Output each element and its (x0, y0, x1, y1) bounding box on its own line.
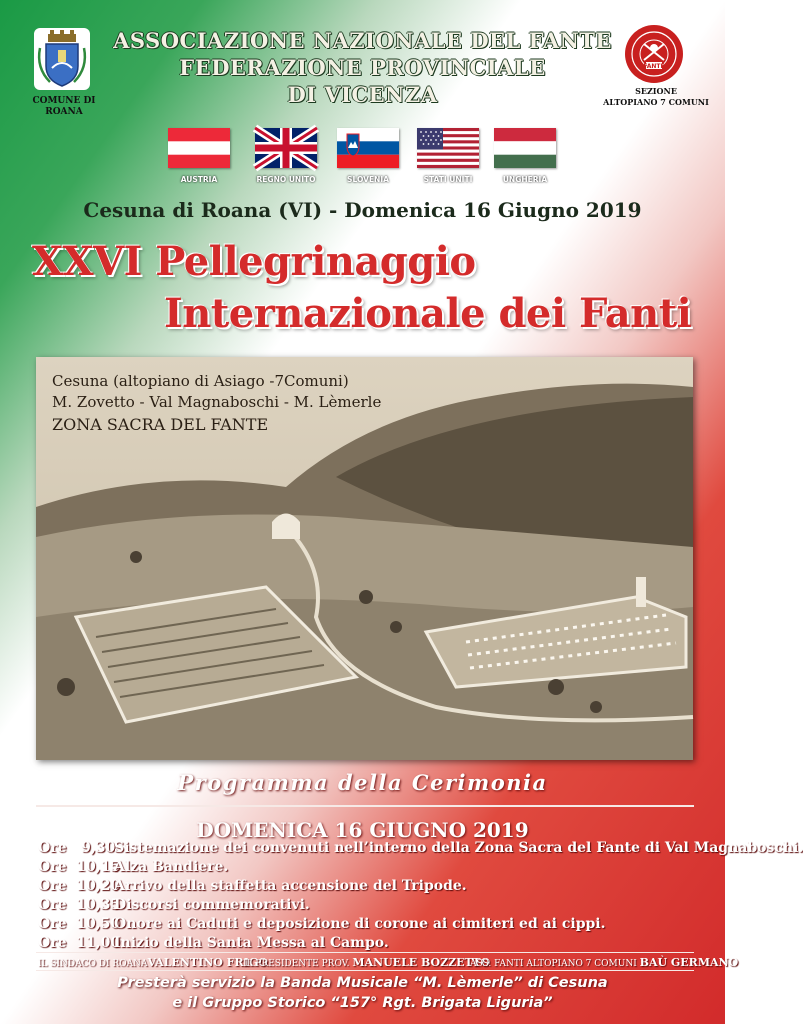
header-line2: FEDERAZIONE PROVINCIALE (179, 55, 546, 80)
photo-caption-line3: ZONA SACRA DEL FANTE (52, 415, 269, 434)
programme-item-time: Ore 9,30 (38, 840, 116, 856)
comune-caption-line2: ROANA (45, 107, 83, 117)
programme-item (38, 896, 718, 915)
header-line3: DI VICENZA (287, 82, 438, 107)
programme-item-time: Ore 10,15 (38, 859, 121, 875)
flag-label-hungary: UNGHERIA (502, 175, 548, 184)
programme-item-text: Arrivo della staffetta accensione del Tripode. (114, 878, 467, 894)
programme-item-time: Ore 10,50 (38, 916, 121, 932)
signature-association (470, 956, 738, 969)
programme-day: DOMENICA 16 GIUGNO 2019 (196, 818, 529, 842)
programme-item (38, 839, 803, 858)
programme-item (38, 915, 718, 934)
sezione-caption-line1: SEZIONE (635, 86, 677, 96)
signature-name: VALENTINO FRIGO (147, 956, 268, 969)
comune-caption (24, 96, 104, 118)
flag-hungary-icon (494, 128, 556, 168)
programme-item-text: Inizio della Santa Messa al Campo. (114, 935, 389, 951)
signature-role: IL SINDACO DI ROANA (38, 959, 148, 969)
flag-uk-icon (255, 128, 317, 168)
title-line1: XXVI Pellegrinaggio (32, 238, 476, 285)
flag-label-usa: STATI UNITI (423, 175, 473, 184)
comune-caption-line1: COMUNE DI (32, 96, 96, 106)
programme-item (38, 934, 718, 953)
flag-slovenia-icon (337, 128, 399, 168)
programme-item-text: Alza Bandiere. (114, 859, 229, 875)
flag-usa-icon (417, 128, 479, 168)
programme-item-text: Sistemazione dei convenuti nell’interno della Zona Sacra del Fante di Val Magnaboschi. (114, 840, 803, 856)
fante-emblem-icon (624, 24, 684, 84)
signature-president (243, 956, 490, 969)
signature-role: IL PRESIDENTE PROV. (243, 959, 350, 969)
divider (36, 952, 694, 953)
footer-line1: Presterà servizio la Banda Musicale “M. Lèmerle” di Cesuna (117, 975, 608, 991)
programme-item (38, 858, 718, 877)
divider (36, 970, 694, 971)
programme-item-text: Discorsi commemorativi. (114, 897, 310, 913)
flag-label-austria: AUSTRIA (180, 175, 218, 184)
signature-name: BAÙ GERMANO (639, 956, 739, 969)
programme-item-time: Ore 11,00 (38, 935, 121, 951)
signature-mayor (38, 956, 268, 969)
footer-line2: e il Gruppo Storico “157° Rgt. Brigata Liguria” (172, 995, 553, 1011)
signature-role: ASS. FANTI ALTOPIANO 7 COMUNI (470, 959, 637, 969)
programme-heading: Programma della Cerimonia (177, 770, 548, 795)
comune-crest-icon (34, 28, 90, 90)
signature-name: MANUELE BOZZETTO (352, 956, 491, 969)
sezione-caption (596, 86, 716, 108)
programme-item (38, 877, 718, 896)
programme-item-time: Ore 10,35 (38, 897, 121, 913)
header-line1: ASSOCIAZIONE NAZIONALE DEL FANTE (113, 28, 612, 53)
flag-label-slovenia: SLOVENIA (347, 175, 389, 184)
divider (36, 805, 694, 807)
sezione-caption-line2: ALTOPIANO 7 COMUNI (603, 97, 709, 107)
programme-list (38, 839, 803, 953)
photo-caption-line1: Cesuna (altopiano di Asiago -7Comuni) (52, 372, 349, 390)
photo-caption-line2: M. Zovetto - Val Magnaboschi - M. Lèmerle (52, 393, 382, 411)
emblem-text: FANTE (643, 63, 665, 70)
title-line2: Internazionale dei Fanti (164, 290, 692, 337)
flag-label-uk: REGNO UNITO (256, 175, 316, 184)
flag-austria-icon (168, 128, 230, 168)
programme-item-time: Ore 10,20 (38, 878, 121, 894)
programme-item-text: Onore ai Caduti e deposizione di corone ai cimiteri ed ai cippi. (114, 916, 606, 932)
place-date: Cesuna di Roana (VI) - Domenica 16 Giugno 2019 (83, 198, 642, 222)
